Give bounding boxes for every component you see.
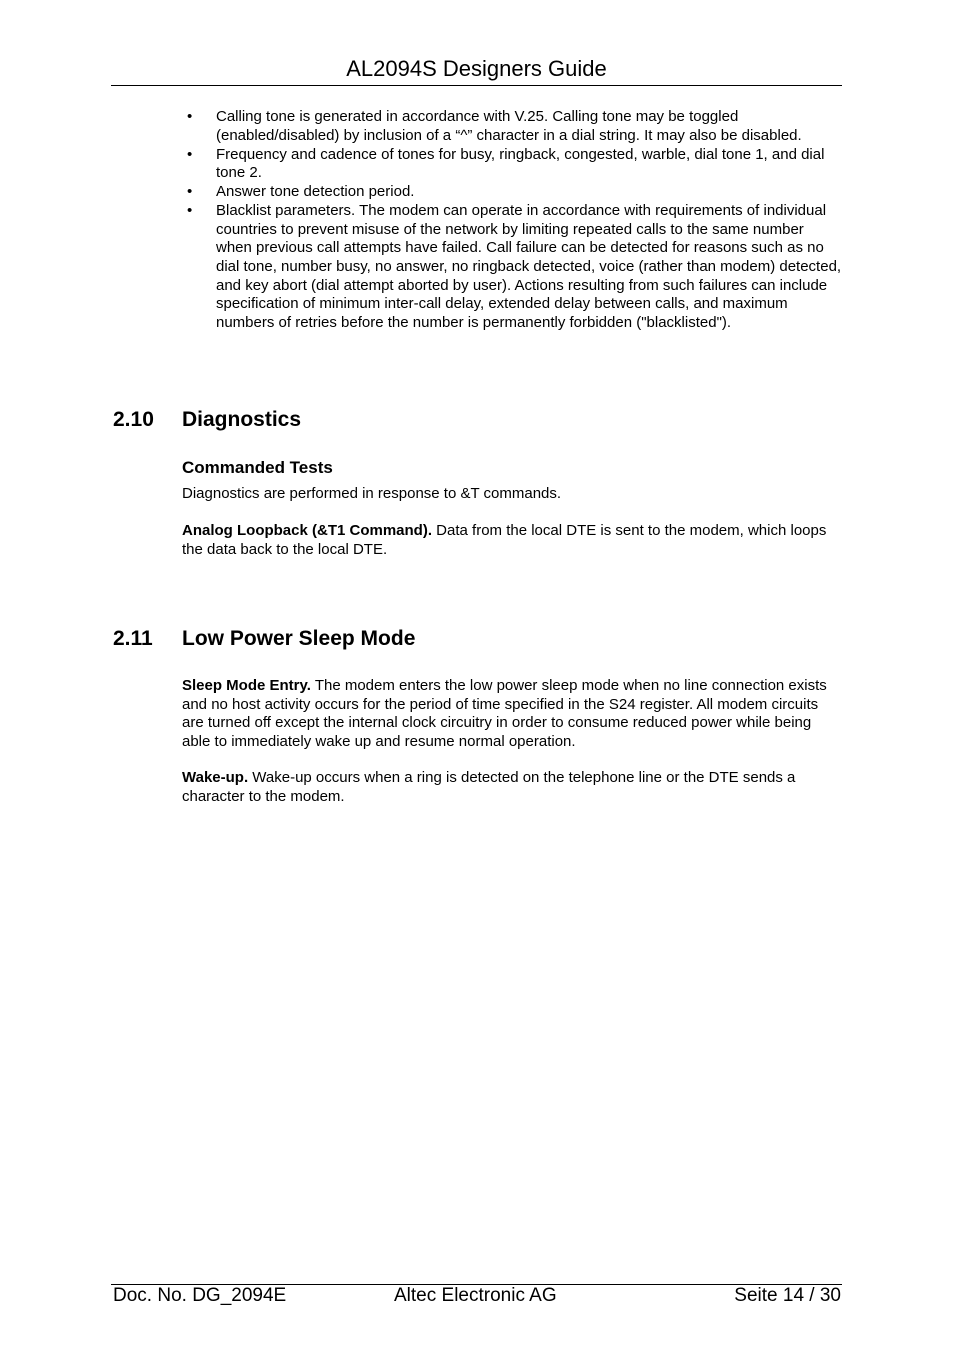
list-item <box>182 202 842 332</box>
section-heading-diagnostics <box>113 408 301 432</box>
list-item-text: Calling tone is generated in accordance with V.25. Calling tone may be toggled (enabled/disabled) by inclusion of a “^” character in a dial string. It may also be disabled. <box>216 108 802 144</box>
page-header-title: AL2094S Designers Guide <box>346 56 607 81</box>
analog-loopback-text: Data from the local DTE is sent to the modem, which loops the data back to the local DTE. <box>182 522 827 558</box>
section-number: 2.10 <box>113 408 154 431</box>
analog-loopback-label: Analog Loopback (&T1 Command). <box>182 522 433 539</box>
feature-bullet-list <box>182 108 842 333</box>
subheading-commanded-tests: Commanded Tests <box>182 458 333 477</box>
wake-up-paragraph <box>182 769 842 806</box>
footer-doc-number: Doc. No. DG_2094E <box>113 1285 287 1306</box>
bullet-icon: • <box>187 183 193 201</box>
section-title: Low Power Sleep Mode <box>182 627 416 650</box>
footer-company: Altec Electronic AG <box>394 1285 557 1306</box>
bullet-icon: • <box>187 202 193 220</box>
list-item-text: Blacklist parameters. The modem can operate in accordance with requirements of individual countries to prevent misuse of the network by limiting repeated calls to the same number when previous call attempts have failed. Call failure can be detected for reasons such as no dial tone, number busy, no answer, no ringback detected, voice (rather than modem) detected, and key abort (dial attempt aborted by user). Actions resulting from such failures can include specification of minimum inter-call delay, extended delay between calls, and maximum numbers of retries before the number is permanently forbidden ("blacklisted"). <box>216 202 842 331</box>
wake-up-label: Wake-up. <box>182 769 249 786</box>
sleep-mode-entry-paragraph <box>182 677 842 751</box>
analog-loopback-paragraph <box>182 522 842 559</box>
header-divider <box>111 85 842 86</box>
section-title: Diagnostics <box>182 408 302 431</box>
wake-up-text: Wake-up occurs when a ring is detected on the telephone line or the DTE sends a character to the modem. <box>182 769 796 805</box>
diagnostics-intro: Diagnostics are performed in response to &T commands. <box>182 485 562 502</box>
list-item <box>182 183 842 202</box>
sleep-mode-entry-label: Sleep Mode Entry. <box>182 677 311 694</box>
section-number: 2.11 <box>113 627 153 650</box>
section-heading-low-power <box>113 627 415 651</box>
sleep-mode-entry-text: The modem enters the low power sleep mode when no line connection exists and no host activity occurs for the period of time specified in the S24 register. All modem circuits are turned off except the internal clock circuitry in order to consume reduced power while being able to immediately wake up and resume normal operation. <box>182 677 827 750</box>
list-item-text: Answer tone detection period. <box>216 183 415 201</box>
bullet-icon: • <box>187 145 193 163</box>
list-item <box>182 146 842 183</box>
bullet-icon: • <box>187 108 193 125</box>
footer-page-number: Seite 14 / 30 <box>734 1285 841 1306</box>
list-item-text: Frequency and cadence of tones for busy, ringback, congested, warble, dial tone 1, and dial tone 2. <box>216 145 825 182</box>
list-item <box>182 108 842 145</box>
